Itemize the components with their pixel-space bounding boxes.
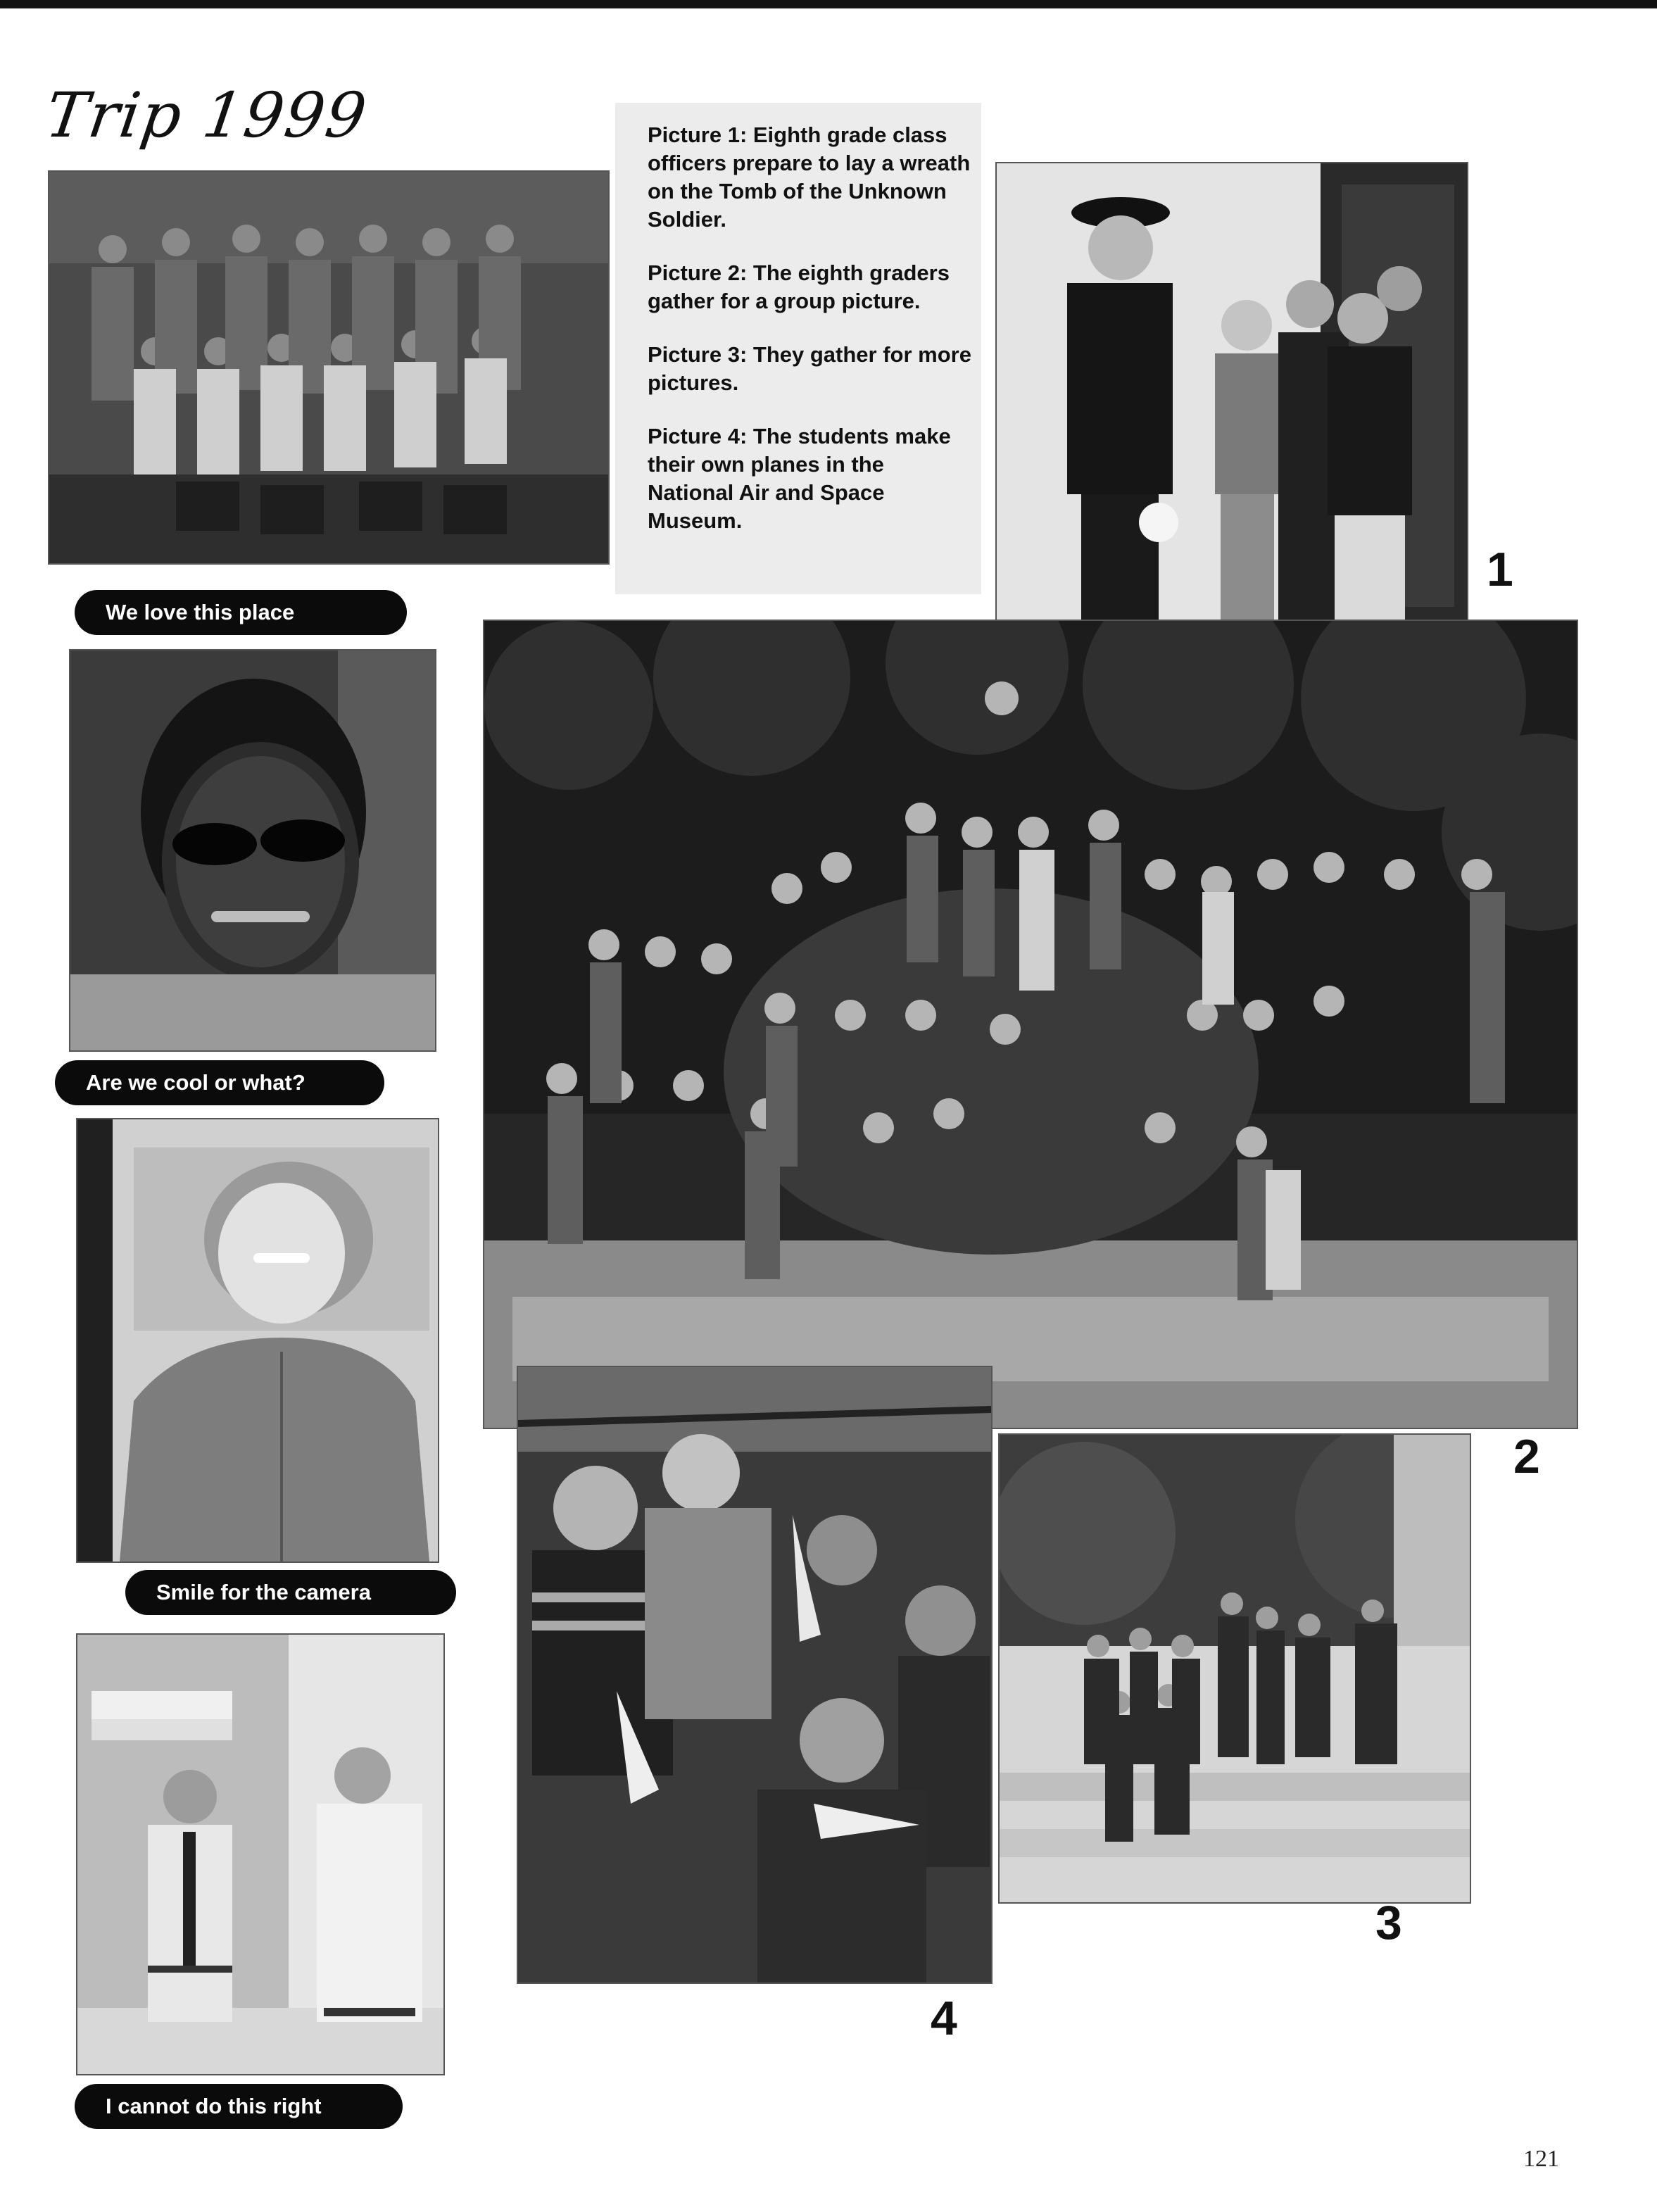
pill-caption-smile-for-the-camera: Smile for the camera bbox=[125, 1570, 456, 1615]
picture-number-1: 1 bbox=[1487, 543, 1513, 596]
pill-caption-i-cannot-do-this-right: I cannot do this right bbox=[75, 2084, 403, 2129]
pill-caption-we-love-this-place: We love this place bbox=[75, 590, 407, 635]
top-border bbox=[0, 0, 1657, 8]
portrait-tying-ties bbox=[76, 1633, 445, 2075]
page-title: Trip 1999 bbox=[41, 79, 372, 151]
picture-number-2: 2 bbox=[1513, 1430, 1540, 1483]
photo-2-group-statue bbox=[483, 620, 1578, 1429]
caption-picture-2: Picture 2: The eighth graders gather for a group picture. bbox=[648, 260, 950, 313]
portrait-sunglasses bbox=[69, 649, 436, 1052]
portrait-smiling-girl bbox=[76, 1118, 439, 1563]
page-number: 121 bbox=[1523, 2146, 1559, 2172]
caption-picture-3: Picture 3: They gather for more pictures. bbox=[648, 342, 971, 395]
caption-picture-1: Picture 1: Eighth grade class officers prepare to lay a wreath on the Tomb of the Unknown Soldier. bbox=[648, 122, 971, 232]
photo-1-honor-guard bbox=[995, 162, 1468, 652]
caption-box bbox=[615, 103, 981, 594]
caption-picture-4: Picture 4: The students make their own planes in the National Air and Space Museum. bbox=[648, 424, 951, 533]
group-photo-luggage bbox=[48, 170, 610, 565]
photo-3-steps bbox=[998, 1433, 1471, 1904]
photo-4-paper-planes bbox=[517, 1366, 993, 1984]
picture-number-3: 3 bbox=[1375, 1896, 1402, 1949]
picture-number-4: 4 bbox=[931, 1992, 957, 2045]
pill-caption-are-we-cool: Are we cool or what? bbox=[55, 1060, 384, 1105]
